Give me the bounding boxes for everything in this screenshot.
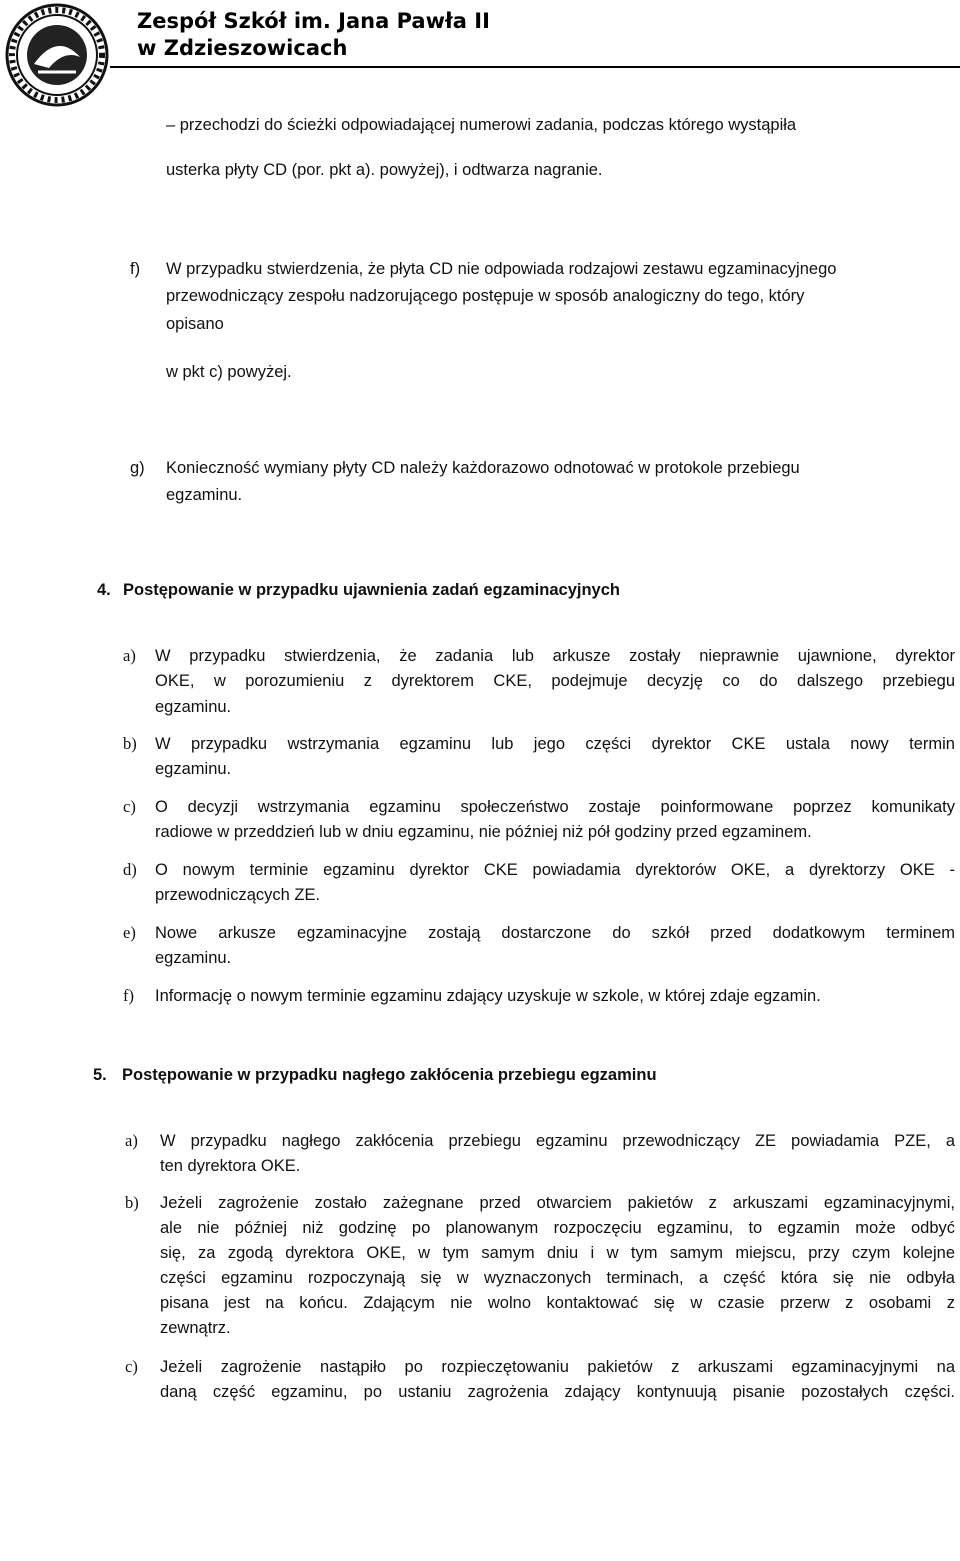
- section-5-item-c-line-1: Jeżeli zagrożenie nastąpiło po rozpieczętowaniu pakietów z arkuszami egzaminacyjnymi na: [160, 1358, 955, 1376]
- section-5-item-b-line-3: się, za zgodą dyrektora OKE, w tym samym dniu i w tym samym miejscu, przy czym kolejne: [160, 1244, 955, 1262]
- section-5-item-c-line-2: daną część egzaminu, po ustaniu zagrożenia zdający kontynuują pisanie pozostałych części.: [160, 1383, 955, 1401]
- header-divider: [110, 66, 960, 68]
- item-f-line-4: w pkt c) powyżej.: [166, 363, 292, 381]
- section-4-item-b-line-2: egzaminu.: [155, 760, 232, 778]
- item-g-line-1: Konieczność wymiany płyty CD należy każdorazowo odnotować w protokole przebiegu: [166, 459, 800, 477]
- section-4-item-c-label: c): [123, 797, 136, 816]
- section-5-item-b-label: b): [125, 1193, 139, 1212]
- school-seal-icon: [4, 2, 110, 108]
- section-4-item-c-line-1: O decyzji wstrzymania egzaminu społeczeństwo zostaje poinformowane poprzez komunikaty: [155, 798, 955, 816]
- section-4-item-e-line-2: egzaminu.: [155, 949, 232, 967]
- section-5-item-a-label: a): [125, 1131, 138, 1150]
- item-g-line-2: egzaminu.: [166, 486, 243, 504]
- section-4-item-e-line-1: Nowe arkusze egzaminacyjne zostają dostarczone do szkół przed dodatkowym terminem: [155, 924, 955, 942]
- section-4-item-c-line-2: radiowe w przeddzień lub w dniu egzaminu, nie później niż pół godziny przed egzaminem.: [155, 823, 812, 841]
- section-5-title: Postępowanie w przypadku nagłego zakłócenia przebiegu egzaminu: [122, 1066, 657, 1084]
- section-5-item-a-line-2: ten dyrektora OKE.: [160, 1157, 301, 1175]
- school-name: [137, 8, 490, 62]
- item-f-line-1: W przypadku stwierdzenia, że płyta CD nie odpowiada rodzajowi zestawu egzaminacyjnego: [166, 260, 837, 278]
- section-5-item-b-line-4: części egzaminu rozpoczynają się w wyznaczonych terminach, a część która się nie odbyła: [160, 1269, 955, 1287]
- section-4-item-d-line-2: przewodniczących ZE.: [155, 886, 321, 904]
- section-5-item-b-line-6: zewnątrz.: [160, 1319, 231, 1337]
- section-5-number: 5.: [93, 1066, 107, 1084]
- section-4-number: 4.: [97, 581, 111, 599]
- section-5-item-c-label: c): [125, 1357, 138, 1376]
- section-4-item-d-line-1: O nowym terminie egzaminu dyrektor CKE powiadamia dyrektorów OKE, a dyrektorzy OKE -: [155, 861, 955, 879]
- item-f-label: f): [130, 260, 141, 278]
- item-f-line-3: opisano: [166, 315, 224, 333]
- school-name-line1: Zespół Szkół im. Jana Pawła II: [137, 9, 490, 33]
- section-4-item-a-line-3: egzaminu.: [155, 698, 232, 716]
- section-5-item-b-line-5: pisana jest na końcu. Zdającym nie wolno kontaktować się w czasie przerw z osobami z: [160, 1294, 955, 1312]
- continuation-line-1: – przechodzi do ścieżki odpowiadającej numerowi zadania, podczas którego wystąpiła: [166, 116, 797, 134]
- section-4-item-d-label: d): [123, 860, 137, 879]
- page-header: [0, 0, 960, 70]
- section-4-item-e-label: e): [123, 923, 136, 942]
- section-4-item-b-label: b): [123, 734, 137, 753]
- section-5-item-b-line-1: Jeżeli zagrożenie zostało zażegnane przed otwarciem pakietów z arkuszami egzaminacyjnymi,: [160, 1194, 955, 1212]
- continuation-line-2: usterka płyty CD (por. pkt a). powyżej), i odtwarza nagranie.: [166, 161, 603, 179]
- section-4-item-f-line-1: Informację o nowym terminie egzaminu zdający uzyskuje w szkole, w której zdaje egzamin.: [155, 987, 821, 1005]
- section-4-item-a-label: a): [123, 646, 136, 665]
- section-4-title: Postępowanie w przypadku ujawnienia zadań egzaminacyjnych: [123, 581, 620, 599]
- section-4-item-a-line-1: W przypadku stwierdzenia, że zadania lub arkusze zostały nieprawnie ujawnione, dyrektor: [155, 647, 955, 665]
- section-5-item-a-line-1: W przypadku nagłego zakłócenia przebiegu egzaminu przewodniczący ZE powiadamia PZE, a: [160, 1132, 955, 1150]
- item-f-line-2: przewodniczący zespołu nadzorującego postępuje w sposób analogiczny do tego, który: [166, 287, 805, 305]
- section-4-item-b-line-1: W przypadku wstrzymania egzaminu lub jego części dyrektor CKE ustala nowy termin: [155, 735, 955, 753]
- item-g-label: g): [130, 459, 145, 477]
- section-4-item-f-label: f): [123, 986, 134, 1005]
- school-name-line2: w Zdzieszowicach: [137, 36, 348, 60]
- section-5-item-b-line-2: ale nie później niż godzinę po planowanym rozpoczęciu egzaminu, to egzamin może odbyć: [160, 1219, 955, 1237]
- section-4-item-a-line-2: OKE, w porozumieniu z dyrektorem CKE, podejmuje decyzję co do dalszego przebiegu: [155, 672, 955, 690]
